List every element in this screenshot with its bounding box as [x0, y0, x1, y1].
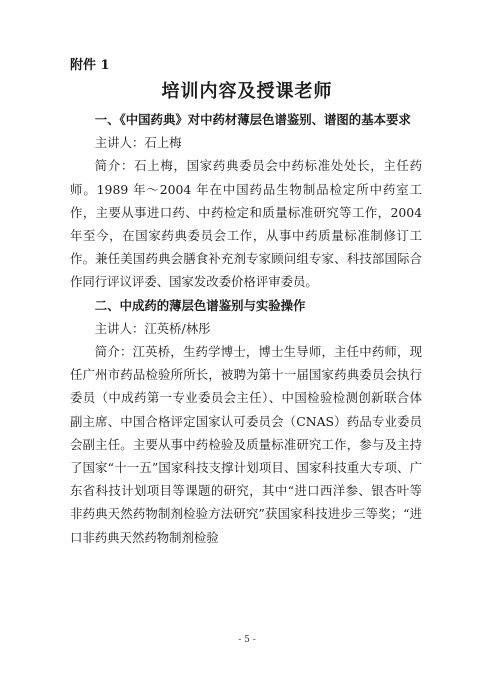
section-1-heading: 一、《中国药典》对中药材薄层色谱鉴别、谱图的基本要求: [94, 112, 411, 127]
section-2-speaker: 主讲人：江英桥/林彤: [94, 320, 211, 336]
page-title: 培训内容及授课老师: [161, 81, 333, 102]
attachment-label: 附件 1: [70, 58, 110, 73]
section-1-intro: 简介：石上梅，国家药典委员会中药标准处处长，主任药师。1989 年～2004 年在中国药品生物制品检定所中药室工作，主要从事进口药、中药检定和质量标准研究等工作，2004 年至今，在国家药典委员会工作，从事中药质量标准制修订工作。兼任美国药典会膳食补充剂专家顾问组专家、科技部国际合作同行评议评委、国家发改委价格评审委员。: [70, 158, 422, 290]
section-2-heading: 二、中成药的薄层色谱鉴别与实验操作: [94, 297, 306, 313]
document-body: [70, 108, 422, 549]
page-number: - 5 -: [238, 635, 256, 645]
section-2-intro: 简介：江英桥，生药学博士，博士生导师，主任中药师，现任广州市药品检验所所长，被聘为第十一届国家药典委员会执行委员（中成药第一专业委员会主任）、中国检验检测创新联合体副主席、中国合格评定国家认可委员会（CNAS）药品专业委员会副主任。主要从事中药检验及质量标准研究工作，参与及主持了国家“十一五”国家科技支撑计划项目、国家科技重大专项、广东省科技计划项目等课题的研究，其中“进口西洋参、银杏叶等非药典天然药物制剂检验方法研究”获国家科技进步三等奖；“进口非药典天然药物制剂检验: [70, 344, 422, 545]
section-1-speaker: 主讲人：石上梅: [94, 135, 182, 151]
